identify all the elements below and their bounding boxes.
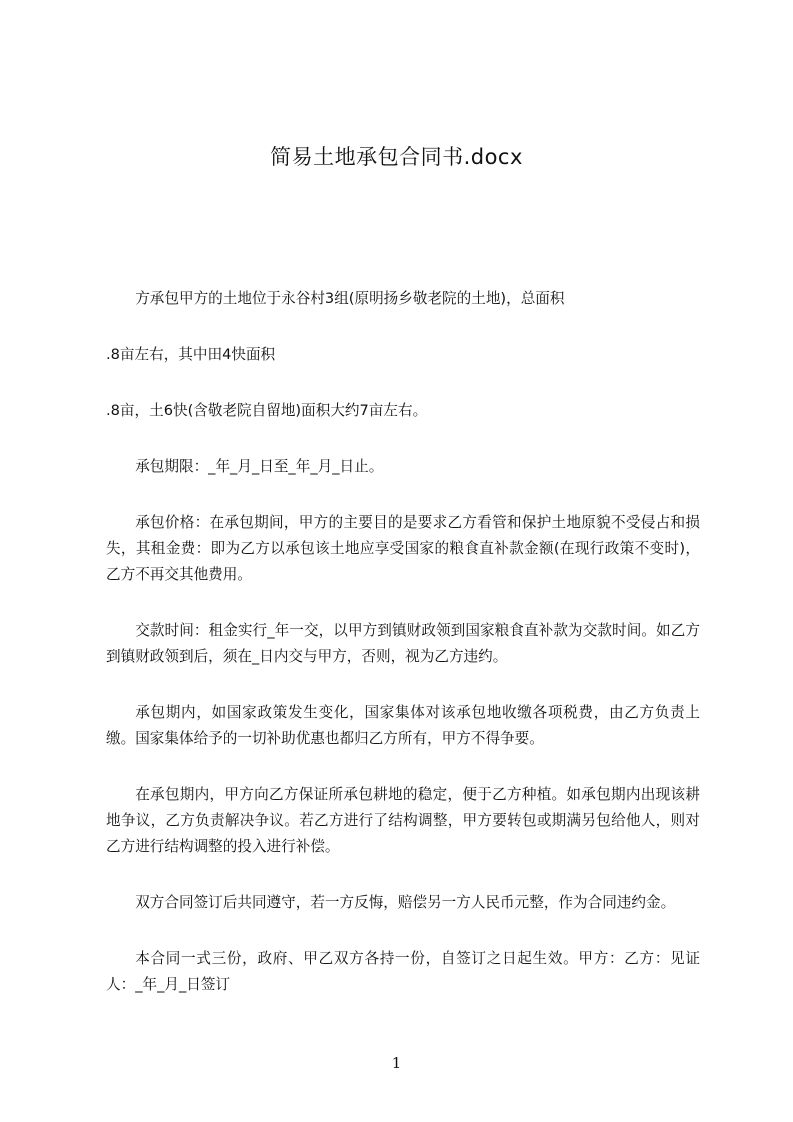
paragraph-payment-time: 交款时间：租金实行_年一交，以甲方到镇财政领到国家粮食直补款为交款时间。如乙方到镇财政领到后，须在_日内交与甲方，否则，视为乙方违约。 (106, 622, 700, 665)
document-body (106, 286, 700, 1028)
paragraph-stability: 在承包期内，甲方向乙方保证所承包耕地的稳定，便于乙方种植。如承包期内出现该耕地争议，乙方负责解决争议。若乙方进行了结构调整，甲方要转包或期满另包给他人，则对乙方进行结构调整的投入进行补偿。 (106, 786, 700, 855)
paragraph-term: 承包期限：_年_月_日至_年_月_日止。 (135, 458, 384, 475)
paragraph-breach: 双方合同签订后共同遵守，若一方反悔，赔偿另一方人民币元整，作为合同违约金。 (135, 894, 676, 911)
paragraph-policy-change: 承包期内，如国家政策发生变化，国家集体对该承包地收缴各项税费，由乙方负责上缴。国家集体给予的一切补助优惠也都归乙方所有，甲方不得争要。 (106, 704, 700, 747)
document-title: 简易土地承包合同书.docx (270, 145, 523, 169)
paragraph-land-location: 方承包甲方的土地位于永谷村3组(原明扬乡敬老院的土地)，总面积 (135, 290, 565, 307)
page-number: 1 (391, 1054, 402, 1072)
paragraph-area-soil: .8亩，土6快(含敬老院自留地)面积大约7亩左右。 (106, 402, 428, 419)
paragraph-price: 承包价格：在承包期间，甲方的主要目的是要求乙方看管和保护土地原貌不受侵占和损失，其租金费：即为乙方以承包该土地应享受国家的粮食直补款金额(在现行政策不变时)，乙方不再交其他费用。 (106, 514, 701, 583)
paragraph-area-field: .8亩左右，其中田4快面积 (106, 346, 276, 363)
paragraph-signatures: 本合同一式三份，政府、甲乙双方各持一份，自签订之日起生效。甲方：乙方：见证人：_年_月_日签订 (106, 950, 700, 993)
